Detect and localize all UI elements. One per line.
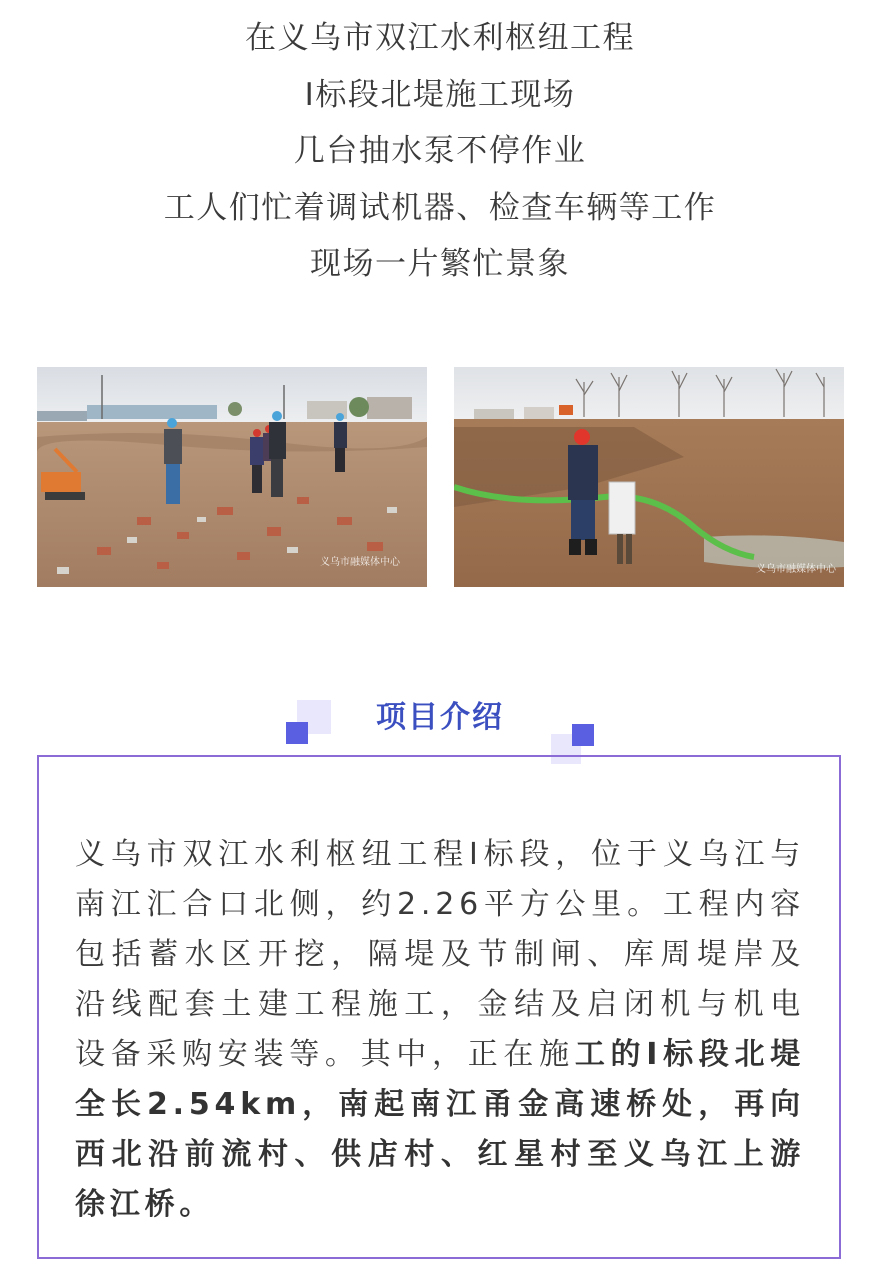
intro-line: 几台抽水泵不停作业 <box>293 133 587 169</box>
description-text: 义乌市双江水利枢纽工程I标段，位于义乌江与南江汇合口北侧，约2.26平方公里。工程内容包括蓄水区开挖，隔堤及节制闸、库周堤岸及沿线配套土建工程施工，金结及启闭机与机电设备采购安装等。其中，正在施 <box>75 837 805 1072</box>
construction-photo-pump <box>454 367 844 587</box>
description-bold-lead: 工的 <box>574 1037 647 1072</box>
intro-line: 在义乌市双江水利枢纽工程 <box>245 20 635 56</box>
intro-line: 现场一片繁忙景象 <box>310 246 570 282</box>
section-title: 项目介绍 <box>376 700 504 735</box>
construction-photo-workers <box>37 367 427 587</box>
photo-watermark: 义乌市融媒体中心 <box>756 564 836 575</box>
project-description <box>75 830 805 1230</box>
intro-text <box>0 10 880 293</box>
intro-line: 工人们忙着调试机器、检查车辆等工作 <box>163 189 717 226</box>
intro-line: I标段北堤施工现场 <box>304 76 576 113</box>
photo-watermark: 义乌市融媒体中心 <box>320 557 400 568</box>
construction-scene-right <box>454 367 844 587</box>
description-bold: Ⅰ标段北堤全长2.54km，南起南江甬金高速桥处，再向西北沿前流村、供店村、红星村至义乌江上游徐江桥。 <box>75 1037 805 1222</box>
